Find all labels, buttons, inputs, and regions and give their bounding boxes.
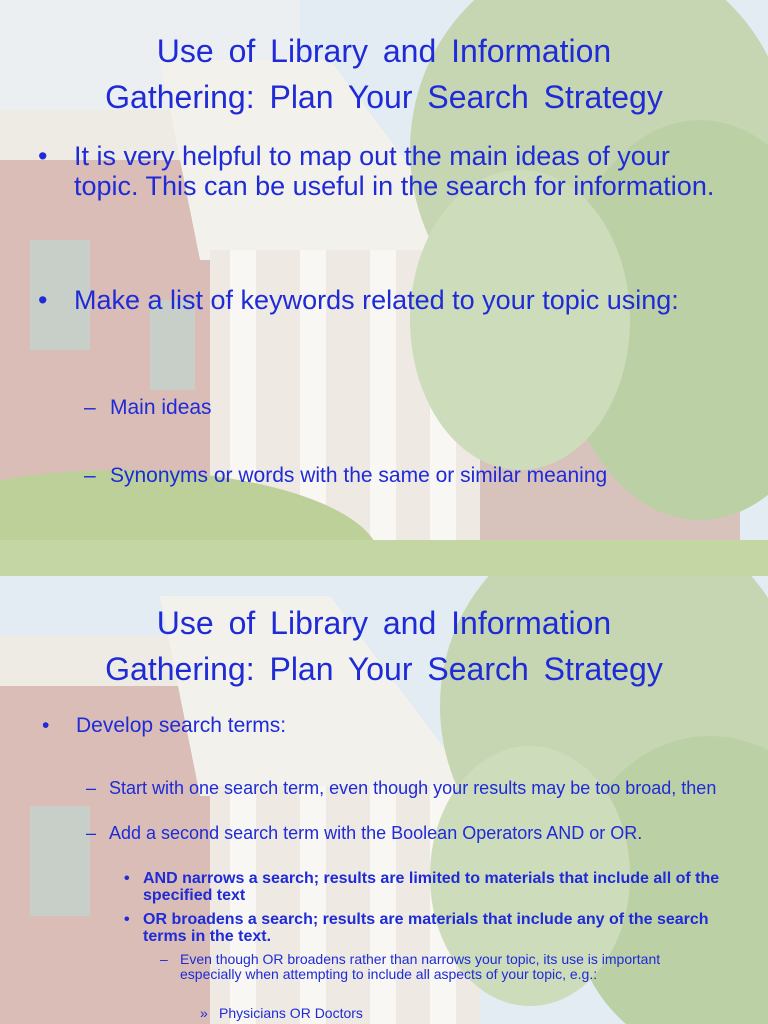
sub-sub-bullet-text: AND narrows a search; results are limited to materials that include all of the specified text <box>143 870 720 904</box>
sub-bullet-text: Add a second search term with the Boolean Operators AND or OR. <box>109 823 643 843</box>
slide-title <box>0 600 768 692</box>
bullet-mark: • <box>42 714 50 737</box>
slide-2-content <box>0 576 768 1024</box>
title-line-1: Use of Library and Information <box>156 33 612 69</box>
bullet-mark: • <box>124 911 130 928</box>
dash-mark: – <box>86 778 97 798</box>
bullet-text: It is very helpful to map out the main ideas of your topic. This can be useful in the search for information. <box>74 141 715 201</box>
dash-mark: – <box>84 396 96 419</box>
level-4-text: Even though OR broadens rather than narrows your topic, its use is important especially when attempting to include all aspects of your topic, e.g.: <box>180 951 661 982</box>
bullet-text: Develop search terms: <box>76 714 287 737</box>
sub-bullet-text: Start with one search term, even though your results may be too broad, then <box>109 778 717 798</box>
level-5-item <box>200 1006 700 1021</box>
bullet-item <box>38 141 728 201</box>
dash-mark: – <box>86 823 97 843</box>
sub-bullet-item <box>86 823 726 843</box>
sub-bullet-item <box>84 464 744 488</box>
sub-sub-bullet-text: OR broadens a search; results are materials that include any of the search terms in the text. <box>143 911 709 945</box>
slide-title <box>0 28 768 120</box>
bullet-item <box>38 285 728 315</box>
guillemet-mark: » <box>200 1005 208 1021</box>
sub-bullet-text: Main ideas <box>110 396 212 419</box>
level-5-text: Physicians OR Doctors <box>219 1005 363 1021</box>
dash-mark: – <box>160 951 168 967</box>
bullet-mark: • <box>38 285 48 315</box>
sub-sub-bullet-item <box>124 870 724 904</box>
sub-bullet-item <box>84 396 744 420</box>
dash-mark: – <box>84 464 96 487</box>
sub-sub-bullet-item <box>124 911 724 945</box>
bullet-item <box>42 714 732 738</box>
bullet-mark: • <box>38 141 48 171</box>
title-line-2: Gathering: Plan Your Search Strategy <box>105 651 663 687</box>
bullet-mark: • <box>124 870 130 887</box>
sub-bullet-text: Synonyms or words with the same or similar meaning <box>110 464 608 487</box>
slide-2 <box>0 576 768 1024</box>
level-4-item <box>160 952 720 982</box>
title-line-1: Use of Library and Information <box>156 605 612 641</box>
sub-bullet-item <box>86 778 726 798</box>
bullet-text: Make a list of keywords related to your topic using: <box>74 285 679 315</box>
title-line-2: Gathering: Plan Your Search Strategy <box>105 79 663 115</box>
